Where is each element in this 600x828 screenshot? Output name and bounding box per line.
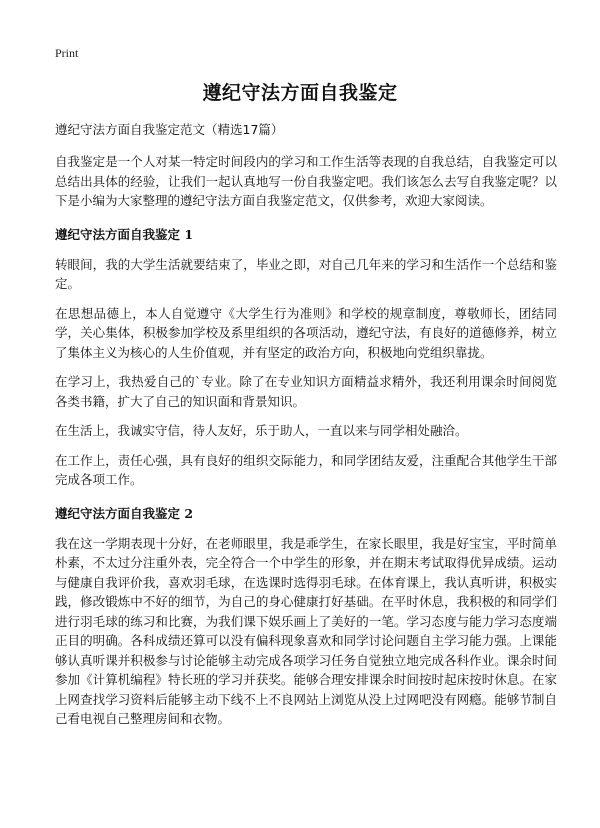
section-1-paragraph-2: 在思想品德上，本人自觉遵守《大学生行为准则》和学校的规章制度，尊敬师长，团结同学，关心集体，积极参加学校及系里组织的各项活动，遵纪守法，有良好的道德修养，树立了集体主义为核心的人生价值观，并有坚定的政治方向，积极地向党组织靠拢。 bbox=[55, 305, 557, 360]
section-1-paragraph-3: 在学习上，我热爱自己的`专业。除了在专业知识方面精益求精外，我还利用课余时间阅览各类书籍，扩大了自己的知识面和背景知识。 bbox=[55, 374, 557, 409]
section-heading-1: 遵纪守法方面自我鉴定 1 bbox=[55, 226, 194, 242]
section-2-paragraph-1: 我在这一学期表现十分好，在老师眼里，我是乖学生，在家长眼里，我是好宝宝，平时简单朴素，不太过分注重外表，完全符合一个中学生的形象，并在期末考试取得优异成绩。运动与健康自我评价我，喜欢羽毛球，在选课时选得羽毛球。在体育课上，我认真听讲，积极实践，修改锻炼中不好的细节，为自己的身心健康打好基础。在平时休息，我积极的和同学们进行羽毛球的练习和比赛，为我们课下娱乐画上了美好的一笔。学习态度与能力学习态度端正目的明确。各科成绩还算可以没有偏科现象喜欢和同学讨论问题自主学习能力强。上课能够认真听课并积极参与讨论能够主动完成各项学习任务自觉独立地完成各科作业。课余时间参加《计算机编程》特长班的学习并获奖。能够合理安排课余时间按时起床按时休息。在家上网查找学习资料后能够主动下线不上不良网站上浏览从没上过网吧没有网瘾。能够节制自己看电视自己整理房间和衣物。 bbox=[55, 535, 557, 726]
section-1-paragraph-5: 在工作上，责任心强，具有良好的组织交际能力，和同学团结友爱，注重配合其他学生干部完成各项工作。 bbox=[55, 452, 557, 487]
section-1-paragraph-4: 在生活上，我诚实守信，待人友好，乐于助人，一直以来与同学相处融洽。 bbox=[55, 423, 468, 438]
intro-paragraph: 自我鉴定是一个人对某一特定时间段内的学习和工作生活等表现的自我总结，自我鉴定可以总结出具体的经验，让我们一起认真地写一份自我鉴定吧。我们该怎么去写自我鉴定呢？以下是小编为大家整理的遵纪守法方面自我鉴定范文，仅供参考，欢迎大家阅读。 bbox=[55, 154, 557, 208]
document-body bbox=[55, 120, 557, 739]
section-heading-2: 遵纪守法方面自我鉴定 2 bbox=[55, 505, 194, 521]
page-title: 遵纪守法方面自我鉴定 bbox=[202, 82, 398, 104]
document-subtitle: 遵纪守法方面自我鉴定范文（精选17篇） bbox=[55, 122, 284, 137]
print-link[interactable]: Print bbox=[55, 46, 79, 60]
section-1-paragraph-1: 转眼间，我的大学生活就要结束了，毕业之即，对自己几年来的学习和生活作一个总结和鉴定。 bbox=[55, 256, 557, 291]
